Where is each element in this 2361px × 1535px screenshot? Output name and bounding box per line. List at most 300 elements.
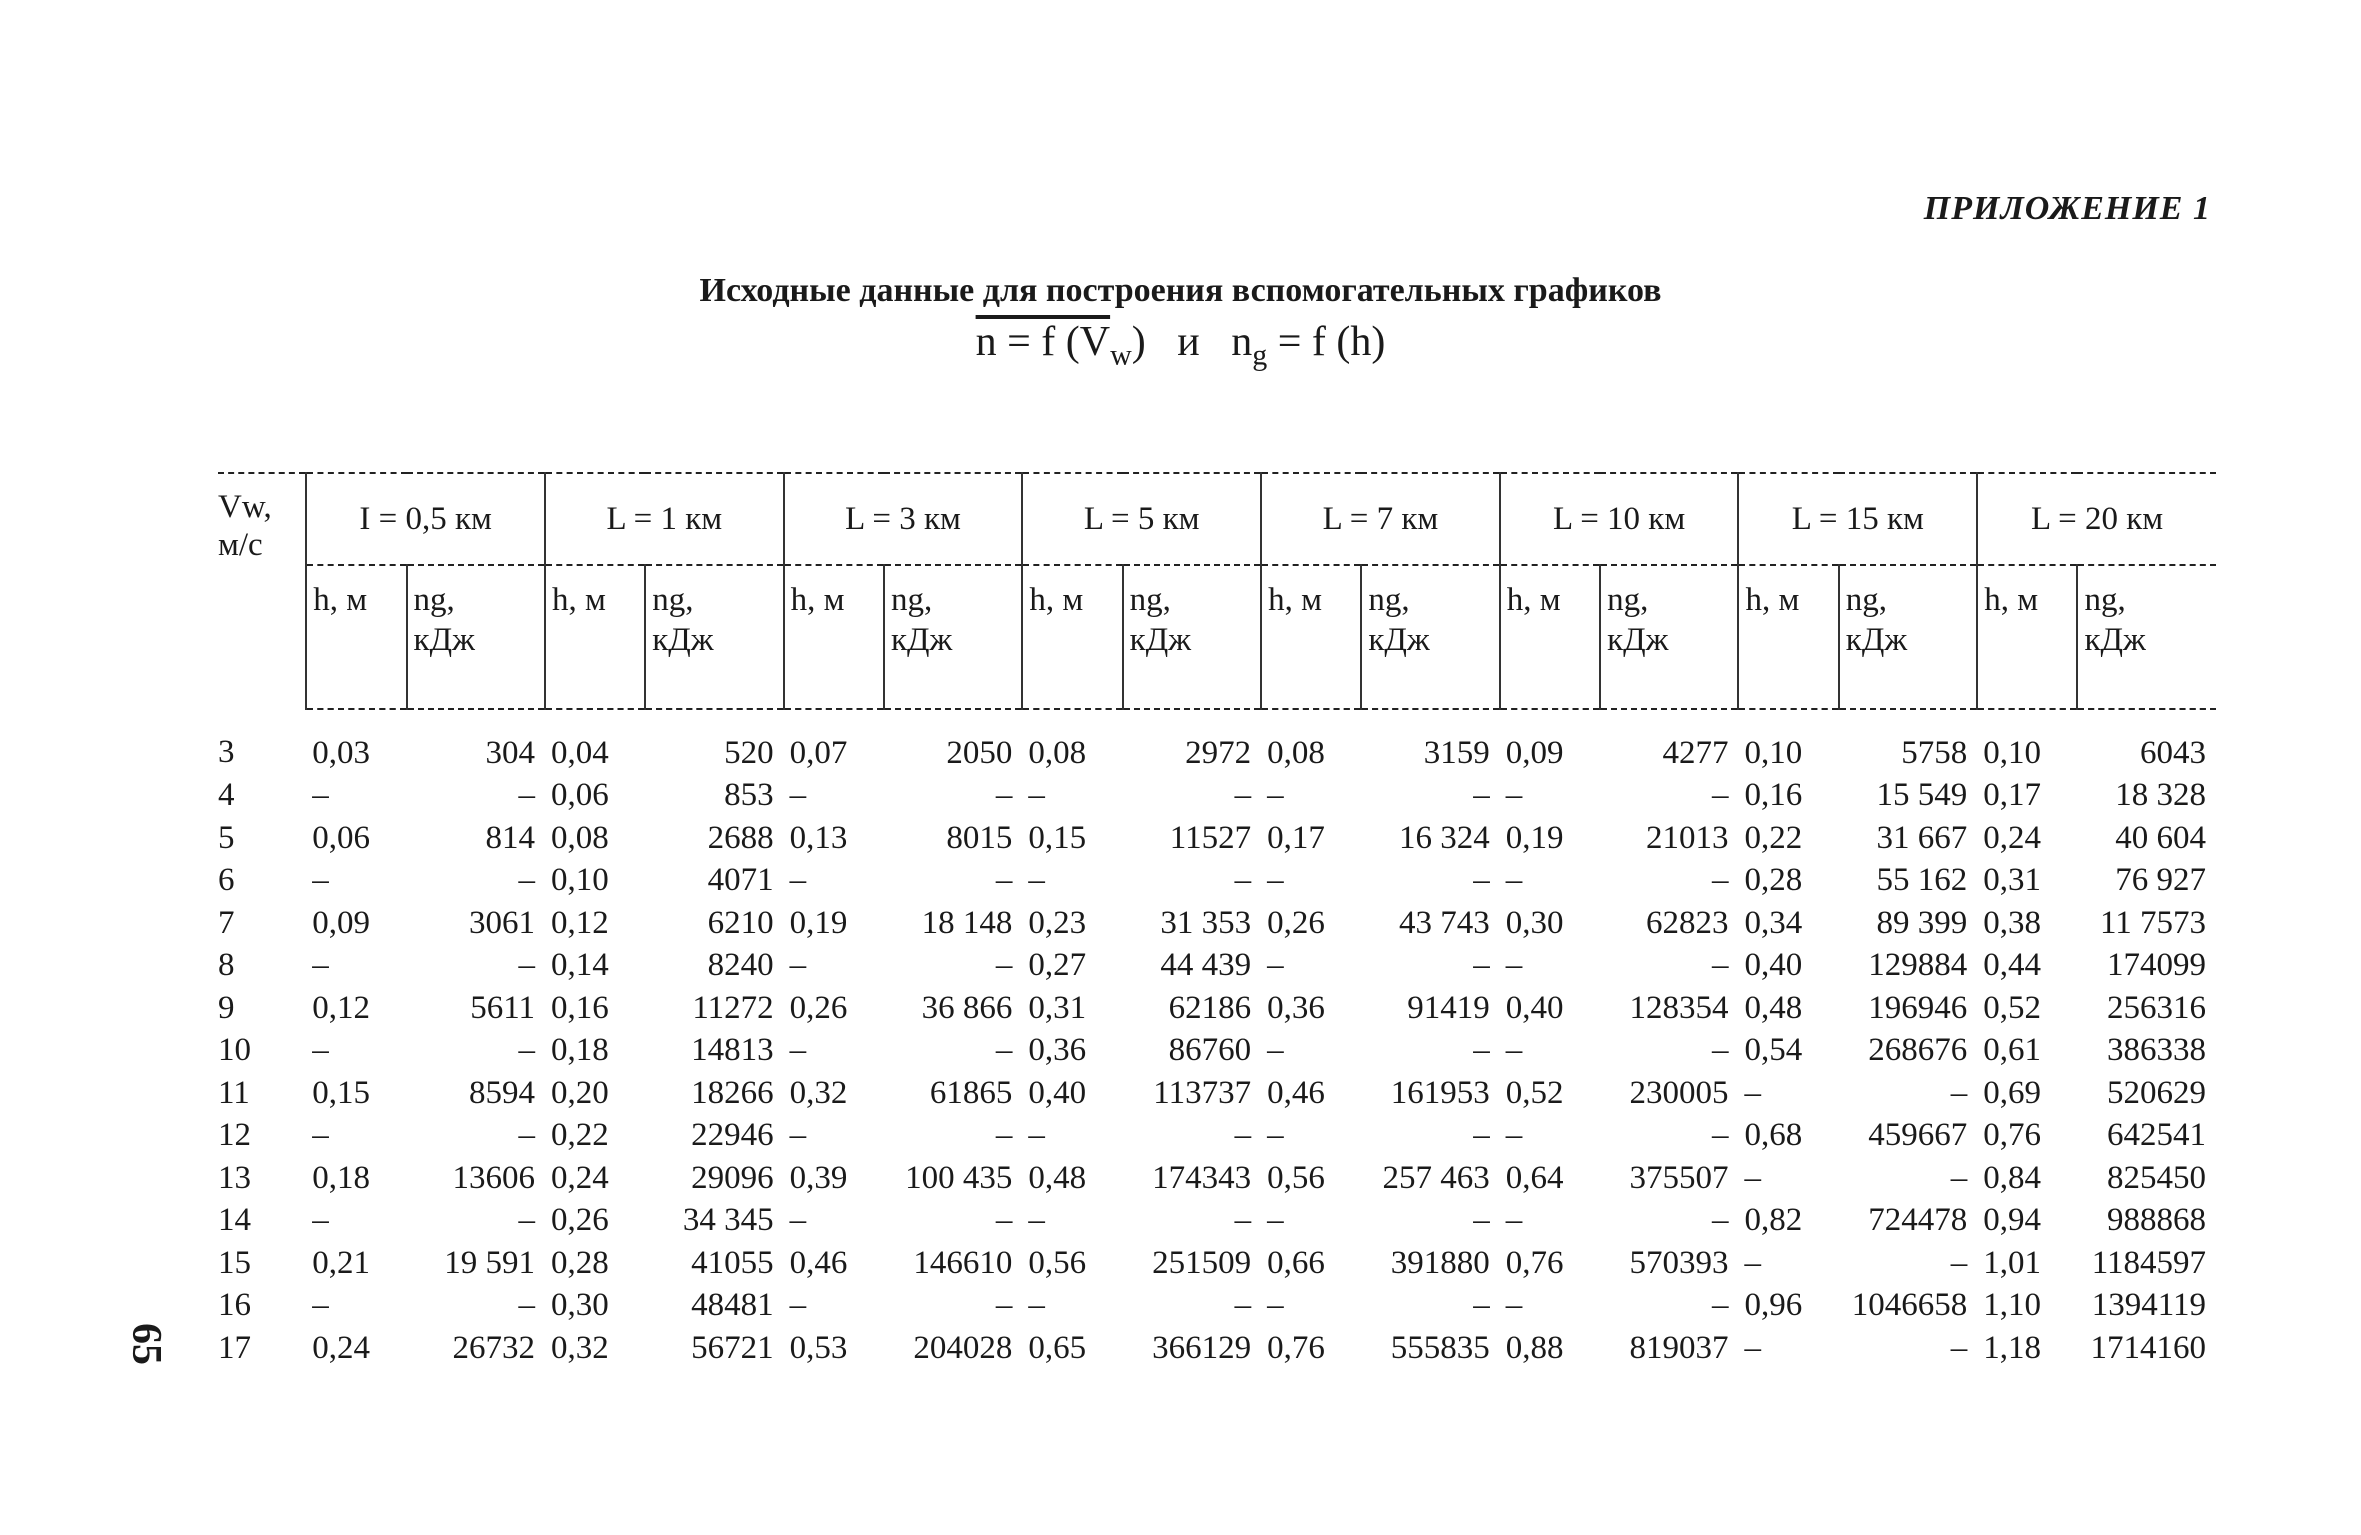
ng-cell: 304 <box>485 734 535 771</box>
h-cell: 0,18 <box>550 1032 609 1069</box>
h-cell: 0,10 <box>1983 734 2041 771</box>
ng-cell: 196946 <box>1868 989 1968 1026</box>
ng-cell: – <box>995 1202 1013 1239</box>
h-cell: 0,38 <box>1983 904 2041 941</box>
ng-unit: кДж <box>890 622 953 658</box>
vw-cell: 14 <box>218 1202 251 1239</box>
h-cell: 0,07 <box>789 734 848 771</box>
ng-cell: – <box>1950 1329 1968 1366</box>
ng-cell: 56721 <box>691 1329 774 1366</box>
formula-left: n = f (V <box>975 319 1111 365</box>
h-cell: 0,53 <box>789 1329 848 1366</box>
ng-cell: 174343 <box>1152 1159 1252 1196</box>
formula-left-sub: w <box>1110 338 1132 372</box>
ng-cell: 204028 <box>913 1329 1013 1366</box>
ng-cell: 18 148 <box>921 904 1013 941</box>
h-cell: 0,39 <box>789 1159 848 1196</box>
data-table <box>218 472 2216 1370</box>
ng-cell: 31 667 <box>1876 819 1968 856</box>
h-cell: – <box>1744 1159 1761 1196</box>
ng-cell: 76 927 <box>2115 862 2206 899</box>
h-cell: 0,28 <box>1744 862 1803 899</box>
ng-cell: – <box>1950 1244 1968 1281</box>
ng-cell: 26732 <box>452 1329 535 1366</box>
ng-cell: – <box>518 1287 535 1324</box>
ng-column-header <box>1839 565 1977 709</box>
ng-cell: 386338 <box>2107 1032 2206 1069</box>
ng-cell: 6043 <box>2140 734 2206 771</box>
h-cell: 0,27 <box>1028 947 1087 984</box>
h-cell: 0,17 <box>1267 819 1325 856</box>
ng-cell: 2050 <box>946 734 1013 771</box>
ng-cell: 3159 <box>1423 734 1490 771</box>
ng-cell: – <box>995 862 1013 899</box>
ng-cell: 31 353 <box>1160 904 1252 941</box>
h-cell: – <box>1505 1287 1523 1324</box>
h-column-header: h, м <box>1022 565 1122 709</box>
h-cell: – <box>312 862 329 899</box>
ng-cell: 724478 <box>1868 1202 1968 1239</box>
h-cell: 1,01 <box>1983 1244 2041 1281</box>
h-cell: – <box>1744 1329 1761 1366</box>
h-cell: – <box>1505 947 1523 984</box>
ng-cell: – <box>1234 1117 1252 1154</box>
ng-cell: 19 591 <box>444 1244 535 1281</box>
h-cell: 0,31 <box>1028 989 1087 1026</box>
h-cell: 0,03 <box>312 734 370 771</box>
ng-cell: 91419 <box>1407 989 1490 1026</box>
ng-cell: – <box>1711 1117 1729 1154</box>
ng-cell: – <box>995 777 1013 814</box>
ng-cell: 128354 <box>1629 989 1729 1026</box>
h-cell: 0,66 <box>1267 1244 1325 1281</box>
h-cell: 0,36 <box>1267 989 1325 1026</box>
h-cell: 0,13 <box>789 819 848 856</box>
table-row <box>218 945 2216 988</box>
ng-unit: кДж <box>2084 622 2146 658</box>
h-cell: 0,15 <box>1028 819 1087 856</box>
ng-cell: – <box>1234 862 1252 899</box>
h-cell: – <box>1505 862 1523 899</box>
h-cell: 0,40 <box>1028 1074 1087 1111</box>
vw-cell: 9 <box>218 989 235 1026</box>
ng-cell: 819037 <box>1629 1329 1729 1366</box>
ng-cell: – <box>518 1202 535 1239</box>
ng-cell: 230005 <box>1629 1074 1729 1111</box>
h-cell: 0,14 <box>550 947 609 984</box>
ng-column-header <box>407 565 545 709</box>
h-cell: – <box>789 862 807 899</box>
h-cell: 0,10 <box>550 862 609 899</box>
h-cell: 0,36 <box>1028 1032 1087 1069</box>
ng-cell: 18266 <box>691 1074 774 1111</box>
h-cell: – <box>1267 1032 1284 1069</box>
h-cell: 0,06 <box>312 819 370 856</box>
group-header: L = 20 км <box>1977 473 2216 565</box>
ng-cell: 520629 <box>2107 1074 2206 1111</box>
ng-unit: кДж <box>652 622 714 658</box>
ng-cell: 2688 <box>707 819 774 856</box>
ng-cell: 520 <box>724 734 774 771</box>
h-cell: 0,76 <box>1505 1244 1564 1281</box>
h-cell: 0,30 <box>1505 904 1564 941</box>
h-cell: 1,18 <box>1983 1329 2041 1366</box>
ng-cell: 8594 <box>468 1074 535 1111</box>
ng-cell: 3061 <box>468 904 535 941</box>
h-cell: 0,09 <box>312 904 370 941</box>
ng-cell: 62823 <box>1645 904 1729 941</box>
group-header-row <box>218 473 2216 565</box>
ng-label: ng, <box>1129 582 1171 618</box>
vw-cell: 10 <box>218 1032 251 1069</box>
h-cell: 0,30 <box>550 1287 609 1324</box>
sub-header-row <box>218 565 2216 709</box>
formula-conjunction: и <box>1177 319 1200 365</box>
h-cell: – <box>1505 1202 1523 1239</box>
ng-label: ng, <box>1607 582 1649 618</box>
table-row <box>218 1242 2216 1285</box>
ng-cell: – <box>1950 1159 1968 1196</box>
ng-column-header <box>1361 565 1499 709</box>
h-cell: 0,19 <box>789 904 848 941</box>
table-row <box>218 817 2216 860</box>
h-cell: 0,09 <box>1505 734 1564 771</box>
ng-cell: 375507 <box>1629 1159 1729 1196</box>
ng-cell: 44 439 <box>1160 947 1252 984</box>
h-cell: 0,08 <box>1028 734 1087 771</box>
ng-cell: 1394119 <box>2091 1287 2206 1324</box>
table-row <box>218 1072 2216 1115</box>
vw-cell: 12 <box>218 1117 251 1154</box>
vw-label: Vw, <box>218 489 272 525</box>
h-cell: – <box>789 777 807 814</box>
h-cell: 0,24 <box>312 1329 370 1366</box>
ng-cell: – <box>995 947 1013 984</box>
h-cell: – <box>1267 862 1284 899</box>
ng-column-header <box>2077 565 2216 709</box>
table-row <box>218 987 2216 1030</box>
ng-cell: – <box>518 1117 535 1154</box>
vw-cell: 6 <box>218 862 235 899</box>
ng-cell: 825450 <box>2107 1159 2206 1196</box>
h-cell: – <box>1028 862 1045 899</box>
ng-cell: 256316 <box>2107 989 2206 1026</box>
table-title: Исходные данные для построения вспомогательных графиков <box>699 272 1662 309</box>
ng-cell: 4071 <box>707 862 774 899</box>
ng-cell: – <box>1711 1202 1729 1239</box>
table-row <box>218 1115 2216 1158</box>
ng-cell: – <box>1473 947 1490 984</box>
h-cell: 0,48 <box>1744 989 1803 1026</box>
h-cell: 0,40 <box>1744 947 1803 984</box>
ng-cell: 61865 <box>929 1074 1013 1111</box>
ng-cell: 555835 <box>1390 1329 1490 1366</box>
h-cell: – <box>789 1202 807 1239</box>
h-cell: – <box>1267 1202 1284 1239</box>
h-cell: – <box>789 1117 807 1154</box>
ng-cell: 86760 <box>1168 1032 1252 1069</box>
table-row <box>218 1200 2216 1243</box>
h-cell: 0,52 <box>1983 989 2041 1026</box>
table-body <box>218 709 2216 1370</box>
h-cell: – <box>1744 1244 1761 1281</box>
ng-unit: кДж <box>1368 622 1430 658</box>
vw-cell: 4 <box>218 777 235 814</box>
ng-cell: 853 <box>724 777 774 814</box>
ng-cell: 100 435 <box>905 1159 1013 1196</box>
group-header: L = 15 км <box>1738 473 1977 565</box>
h-cell: 0,12 <box>312 989 370 1026</box>
h-cell: 0,15 <box>312 1074 370 1111</box>
ng-cell: 391880 <box>1390 1244 1490 1281</box>
ng-cell: 8015 <box>946 819 1013 856</box>
vw-unit: м/с <box>218 527 263 563</box>
ng-cell: 129884 <box>1868 947 1968 984</box>
ng-cell: 29096 <box>691 1159 774 1196</box>
group-header: L = 5 км <box>1022 473 1261 565</box>
group-header: L = 7 км <box>1261 473 1500 565</box>
ng-cell: – <box>1711 1032 1729 1069</box>
formula-right-rest: = f (h) <box>1267 319 1386 365</box>
ng-cell: – <box>1711 947 1729 984</box>
ng-cell: 16 324 <box>1399 819 1490 856</box>
table-row <box>218 1030 2216 1073</box>
vw-cell: 3 <box>218 734 235 771</box>
h-cell: 0,24 <box>550 1159 609 1196</box>
ng-cell: 8240 <box>707 947 774 984</box>
ng-cell: 48481 <box>691 1287 774 1324</box>
h-cell: 0,54 <box>1744 1032 1803 1069</box>
h-cell: 0,22 <box>550 1117 609 1154</box>
h-cell: 0,69 <box>1983 1074 2041 1111</box>
ng-label: ng, <box>413 582 455 618</box>
ng-label: ng, <box>2084 582 2126 618</box>
vw-cell: 5 <box>218 819 235 856</box>
ng-unit: кДж <box>1607 622 1669 658</box>
h-cell: 0,48 <box>1028 1159 1087 1196</box>
ng-cell: – <box>518 777 535 814</box>
formula-right: n <box>1231 319 1253 365</box>
h-column-header: h, м <box>1977 565 2077 709</box>
ng-cell: – <box>1711 862 1729 899</box>
ng-cell: 62186 <box>1168 989 1252 1026</box>
ng-cell: 5611 <box>470 989 535 1026</box>
ng-cell: – <box>1473 862 1490 899</box>
ng-cell: 161953 <box>1390 1074 1490 1111</box>
ng-cell: 146610 <box>913 1244 1013 1281</box>
h-cell: – <box>1028 1287 1045 1324</box>
h-cell: – <box>312 777 329 814</box>
h-cell: – <box>789 1032 807 1069</box>
h-cell: 0,56 <box>1267 1159 1325 1196</box>
ng-cell: 14813 <box>691 1032 774 1069</box>
h-cell: – <box>312 1287 329 1324</box>
ng-cell: 40 604 <box>2115 819 2206 856</box>
table-row <box>218 775 2216 818</box>
h-column-header: h, м <box>545 565 645 709</box>
formula-left-close: ) <box>1131 319 1146 365</box>
ng-cell: 2972 <box>1185 734 1252 771</box>
table-row <box>218 860 2216 903</box>
ng-column-header <box>645 565 783 709</box>
ng-cell: 18 328 <box>2115 777 2206 814</box>
h-cell: 0,16 <box>1744 777 1803 814</box>
h-cell: 0,31 <box>1983 862 2041 899</box>
h-cell: 0,32 <box>550 1329 609 1366</box>
ng-cell: 41055 <box>691 1244 774 1281</box>
h-cell: 0,34 <box>1744 904 1803 941</box>
ng-cell: – <box>995 1287 1013 1324</box>
ng-cell: 268676 <box>1868 1032 1968 1069</box>
ng-cell: 5758 <box>1901 734 1968 771</box>
ng-cell: 459667 <box>1868 1117 1968 1154</box>
ng-cell: – <box>1473 1117 1490 1154</box>
ng-cell: – <box>995 1032 1013 1069</box>
h-cell: 0,61 <box>1983 1032 2041 1069</box>
ng-cell: – <box>1711 777 1729 814</box>
h-cell: – <box>789 947 807 984</box>
vw-cell: 11 <box>218 1074 250 1111</box>
h-cell: 0,88 <box>1505 1329 1564 1366</box>
ng-cell: 11 7573 <box>2099 904 2206 941</box>
h-cell: 0,24 <box>1983 819 2041 856</box>
ng-cell: 15 549 <box>1876 777 1968 814</box>
table-row <box>218 709 2216 775</box>
table-row <box>218 1285 2216 1328</box>
h-cell: 0,65 <box>1028 1329 1087 1366</box>
h-cell: 0,22 <box>1744 819 1803 856</box>
ng-cell: 11527 <box>1169 819 1252 856</box>
ng-cell: 1714160 <box>2090 1329 2206 1366</box>
vw-header <box>218 473 306 709</box>
ng-unit: кДж <box>413 622 475 658</box>
h-cell: 0,08 <box>550 819 609 856</box>
h-cell: 0,52 <box>1505 1074 1564 1111</box>
ng-cell: 11272 <box>692 989 774 1026</box>
h-cell: 0,20 <box>550 1074 609 1111</box>
ng-unit: кДж <box>1845 622 1908 658</box>
h-cell: 0,28 <box>550 1244 609 1281</box>
h-column-header: h, м <box>306 565 406 709</box>
h-cell: 0,84 <box>1983 1159 2041 1196</box>
vw-cell: 13 <box>218 1159 251 1196</box>
h-column-header: h, м <box>1500 565 1600 709</box>
ng-cell: 22946 <box>691 1117 774 1154</box>
ng-cell: 257 463 <box>1382 1159 1490 1196</box>
h-cell: 0,64 <box>1505 1159 1564 1196</box>
h-cell: 0,10 <box>1744 734 1803 771</box>
ng-cell: 113737 <box>1153 1074 1252 1111</box>
h-cell: 0,23 <box>1028 904 1087 941</box>
vw-cell: 7 <box>218 904 235 941</box>
formula <box>0 318 2361 372</box>
h-cell: 0,26 <box>789 989 848 1026</box>
h-cell: 0,68 <box>1744 1117 1803 1154</box>
ng-cell: 174099 <box>2107 947 2206 984</box>
h-cell: 0,18 <box>312 1159 370 1196</box>
ng-label: ng, <box>1368 582 1410 618</box>
h-cell: 0,46 <box>1267 1074 1325 1111</box>
h-cell: – <box>1028 1202 1045 1239</box>
ng-cell: – <box>1473 1287 1490 1324</box>
ng-cell: 13606 <box>452 1159 535 1196</box>
table-row <box>218 1157 2216 1200</box>
ng-cell: 814 <box>485 819 535 856</box>
h-cell: 0,76 <box>1267 1329 1325 1366</box>
ng-cell: – <box>1711 1287 1729 1324</box>
group-header: L = 1 км <box>545 473 784 565</box>
ng-cell: 43 743 <box>1399 904 1490 941</box>
ng-column-header <box>1123 565 1261 709</box>
vw-cell: 16 <box>218 1287 251 1324</box>
h-cell: 0,32 <box>789 1074 848 1111</box>
ng-column-header <box>1600 565 1738 709</box>
h-cell: – <box>312 1117 329 1154</box>
table-row <box>218 1327 2216 1370</box>
h-cell: 0,21 <box>312 1244 370 1281</box>
h-cell: – <box>1267 1287 1284 1324</box>
ng-column-header <box>884 565 1022 709</box>
ng-cell: 6210 <box>707 904 774 941</box>
h-cell: – <box>1267 947 1284 984</box>
h-column-header: h, м <box>784 565 884 709</box>
h-cell: – <box>1028 777 1045 814</box>
h-cell: – <box>1505 1117 1523 1154</box>
vw-cell: 17 <box>218 1329 251 1366</box>
h-cell: 0,12 <box>550 904 609 941</box>
vw-cell: 8 <box>218 947 235 984</box>
ng-label: ng, <box>1845 582 1888 618</box>
h-cell: 0,96 <box>1744 1287 1803 1324</box>
h-cell: 0,94 <box>1983 1202 2041 1239</box>
group-header: I = 0,5 км <box>306 473 545 565</box>
h-cell: 0,06 <box>550 777 609 814</box>
ng-cell: 1184597 <box>2091 1244 2206 1281</box>
h-column-header: h, м <box>1261 565 1361 709</box>
ng-cell: 1046658 <box>1851 1287 1968 1324</box>
page-number: 65 <box>123 1323 169 1365</box>
ng-cell: 4277 <box>1662 734 1729 771</box>
h-cell: 0,08 <box>1267 734 1325 771</box>
h-cell: 0,56 <box>1028 1244 1087 1281</box>
ng-cell: 642541 <box>2107 1117 2206 1154</box>
h-cell: 1,10 <box>1983 1287 2041 1324</box>
h-cell: – <box>1744 1074 1761 1111</box>
h-cell: 0,76 <box>1983 1117 2041 1154</box>
h-column-header: h, м <box>1738 565 1838 709</box>
appendix-label: ПРИЛОЖЕНИЕ 1 <box>1923 190 2211 227</box>
formula-right-sub: g <box>1252 338 1268 372</box>
ng-cell: 21013 <box>1645 819 1729 856</box>
h-cell: 0,17 <box>1983 777 2041 814</box>
ng-cell: – <box>1473 1202 1490 1239</box>
h-cell: 0,26 <box>550 1202 609 1239</box>
ng-cell: – <box>1473 1032 1490 1069</box>
h-cell: – <box>1267 777 1284 814</box>
h-cell: 0,16 <box>550 989 609 1026</box>
ng-cell: 55 162 <box>1876 862 1968 899</box>
table-row <box>218 902 2216 945</box>
ng-cell: 251509 <box>1152 1244 1252 1281</box>
ng-cell: 34 345 <box>682 1202 774 1239</box>
vw-cell: 15 <box>218 1244 251 1281</box>
ng-cell: – <box>518 862 535 899</box>
ng-cell: – <box>1234 1287 1252 1324</box>
ng-unit: кДж <box>1129 622 1192 658</box>
ng-cell: 366129 <box>1152 1329 1252 1366</box>
ng-cell: – <box>518 1032 535 1069</box>
h-cell: – <box>1028 1117 1045 1154</box>
